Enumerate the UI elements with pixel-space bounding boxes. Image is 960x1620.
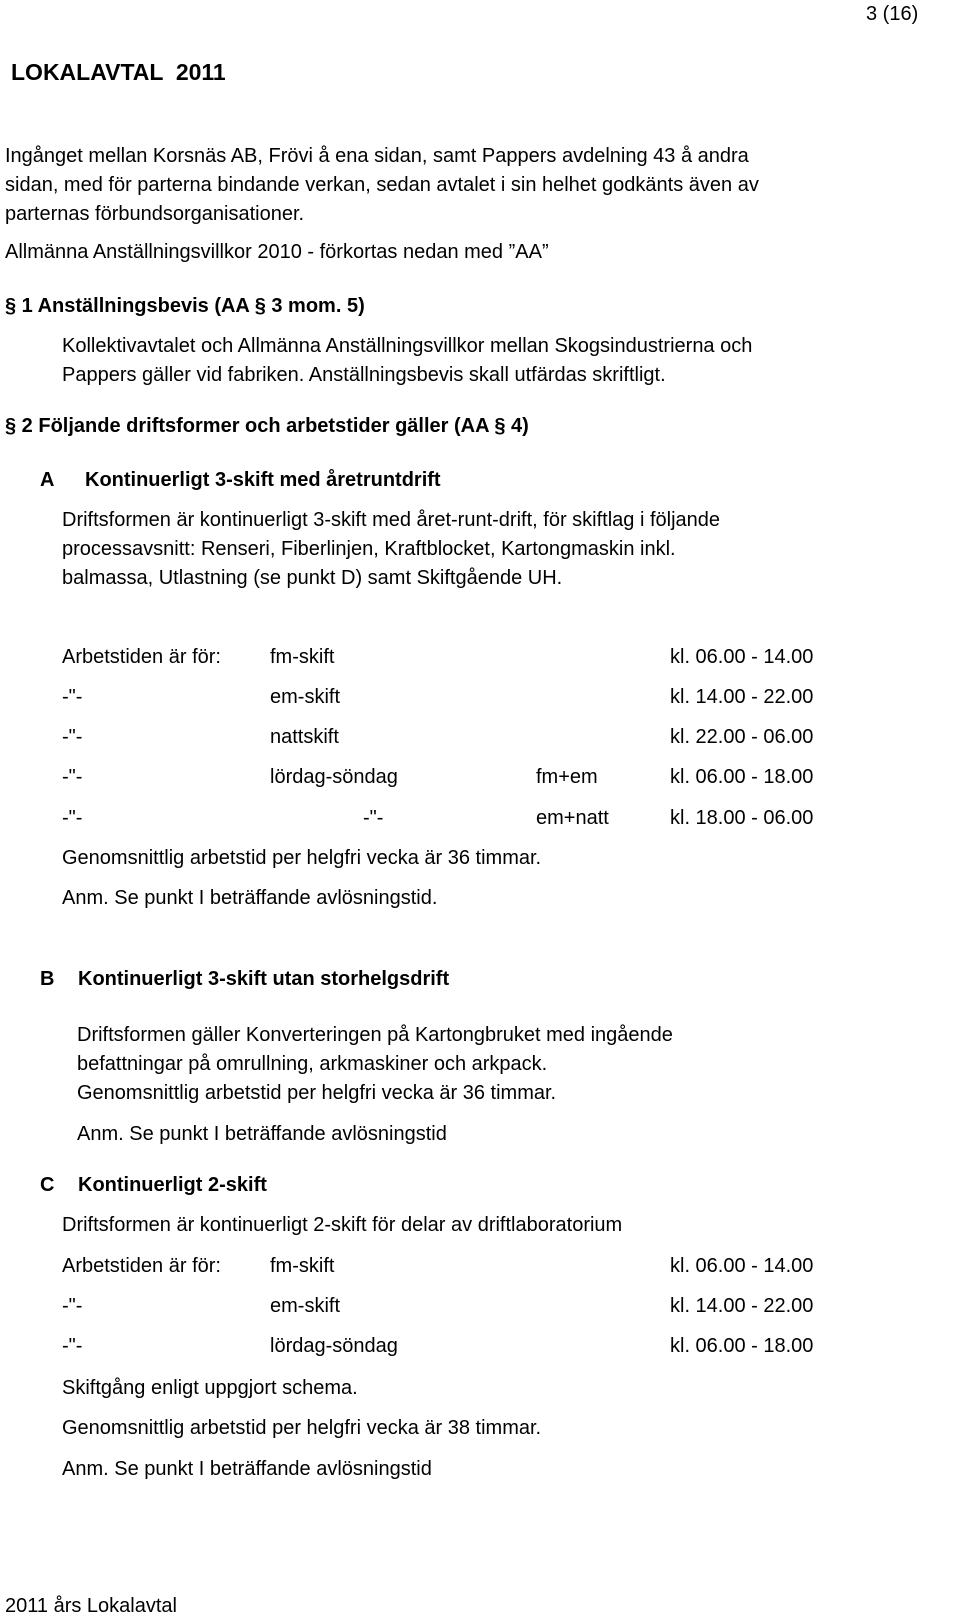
subsection-a-line: balmassa, Utlastning (se punkt D) samt Skiftgående UH. xyxy=(62,567,563,589)
intro-line: sidan, med för parterna bindande verkan, sedan avtalet i sin helhet godkänts även av xyxy=(5,174,759,196)
page-footer: 2011 års Lokalavtal xyxy=(5,1595,177,1617)
subsection-b-line: befattningar på omrullning, arkmaskiner och arkpack. xyxy=(77,1053,548,1075)
subsection-c-letter: C xyxy=(40,1174,55,1196)
schedule-variant: em+natt xyxy=(536,807,609,829)
intro-paragraph xyxy=(5,144,759,231)
section-1-heading: § 1 Anställningsbevis (AA § 3 mom. 5) xyxy=(5,295,365,317)
schedule-label: -"- xyxy=(62,766,83,788)
schedule-time: kl. 14.00 - 22.00 xyxy=(670,1295,814,1317)
subsection-a-letter: A xyxy=(40,469,55,491)
section-1-line: Kollektivavtalet och Allmänna Anställningsvillkor mellan Skogsindustrierna och xyxy=(62,335,753,357)
schedule-shift: fm-skift xyxy=(270,1255,335,1277)
subsection-c-description: Driftsformen är kontinuerligt 2-skift för delar av driftlaboratorium xyxy=(62,1214,623,1236)
subsection-c-average: Genomsnittlig arbetstid per helgfri vecka är 38 timmar. xyxy=(62,1417,542,1439)
schedule-shift: lördag-söndag xyxy=(270,766,398,788)
schedule-time: kl. 22.00 - 06.00 xyxy=(670,726,814,748)
schedule-label: -"- xyxy=(62,807,83,829)
schedule-time: kl. 06.00 - 14.00 xyxy=(670,646,814,668)
schedule-shift: nattskift xyxy=(270,726,339,748)
schedule-time: kl. 06.00 - 18.00 xyxy=(670,1335,814,1357)
subsection-b-letter: B xyxy=(40,968,55,990)
intro-line: parternas förbundsorganisationer. xyxy=(5,203,305,225)
section-2-heading: § 2 Följande driftsformer och arbetstider gäller (AA § 4) xyxy=(5,415,529,437)
abbreviation-note: Allmänna Anställningsvillkor 2010 - förkortas nedan med ”AA” xyxy=(5,241,549,263)
schedule-shift: em-skift xyxy=(270,686,340,708)
subsection-a-average: Genomsnittlig arbetstid per helgfri vecka är 36 timmar. xyxy=(62,847,542,869)
subsection-a-line: Driftsformen är kontinuerligt 3-skift med året-runt-drift, för skiftlag i följande xyxy=(62,509,721,531)
subsection-b-heading: Kontinuerligt 3-skift utan storhelgsdrift xyxy=(78,968,450,990)
page-title: LOKALAVTAL 2011 xyxy=(11,59,226,85)
schedule-shift: -"- xyxy=(363,807,384,829)
schedule-shift: lördag-söndag xyxy=(270,1335,398,1357)
schedule-label: Arbetstiden är för: xyxy=(62,1255,221,1277)
schedule-time: kl. 14.00 - 22.00 xyxy=(670,686,814,708)
schedule-variant: fm+em xyxy=(536,766,598,788)
subsection-a-note: Anm. Se punkt I beträffande avlösningstid. xyxy=(62,887,438,909)
subsection-a-heading: Kontinuerligt 3-skift med åretruntdrift xyxy=(85,469,441,491)
schedule-label: -"- xyxy=(62,726,83,748)
section-1-line: Pappers gäller vid fabriken. Anställningsbevis skall utfärdas skriftligt. xyxy=(62,364,666,386)
intro-line: Ingånget mellan Korsnäs AB, Frövi å ena sidan, samt Pappers avdelning 43 å andra xyxy=(5,145,749,167)
schedule-label: -"- xyxy=(62,1295,83,1317)
schedule-shift: fm-skift xyxy=(270,646,335,668)
subsection-c-heading: Kontinuerligt 2-skift xyxy=(78,1174,267,1196)
subsection-a-line: processavsnitt: Renseri, Fiberlinjen, Kraftblocket, Kartongmaskin inkl. xyxy=(62,538,676,560)
schedule-time: kl. 06.00 - 18.00 xyxy=(670,766,814,788)
section-1-text xyxy=(62,334,752,392)
schedule-label: -"- xyxy=(62,1335,83,1357)
subsection-b-line: Driftsformen gäller Konverteringen på Kartongbruket med ingående xyxy=(77,1024,673,1046)
schedule-shift: em-skift xyxy=(270,1295,340,1317)
subsection-c-note: Anm. Se punkt I beträffande avlösningstid xyxy=(62,1458,432,1480)
schedule-time: kl. 06.00 - 14.00 xyxy=(670,1255,814,1277)
schedule-label: -"- xyxy=(62,686,83,708)
schedule-label: Arbetstiden är för: xyxy=(62,646,221,668)
subsection-b-note: Anm. Se punkt I beträffande avlösningstid xyxy=(77,1123,447,1145)
subsection-b-text xyxy=(77,1023,673,1110)
page-number: 3 (16) xyxy=(866,3,919,25)
subsection-c-shift-note: Skiftgång enligt uppgjort schema. xyxy=(62,1377,358,1399)
subsection-b-line: Genomsnittlig arbetstid per helgfri vecka är 36 timmar. xyxy=(77,1082,557,1104)
subsection-a-text xyxy=(62,508,720,595)
schedule-time: kl. 18.00 - 06.00 xyxy=(670,807,814,829)
